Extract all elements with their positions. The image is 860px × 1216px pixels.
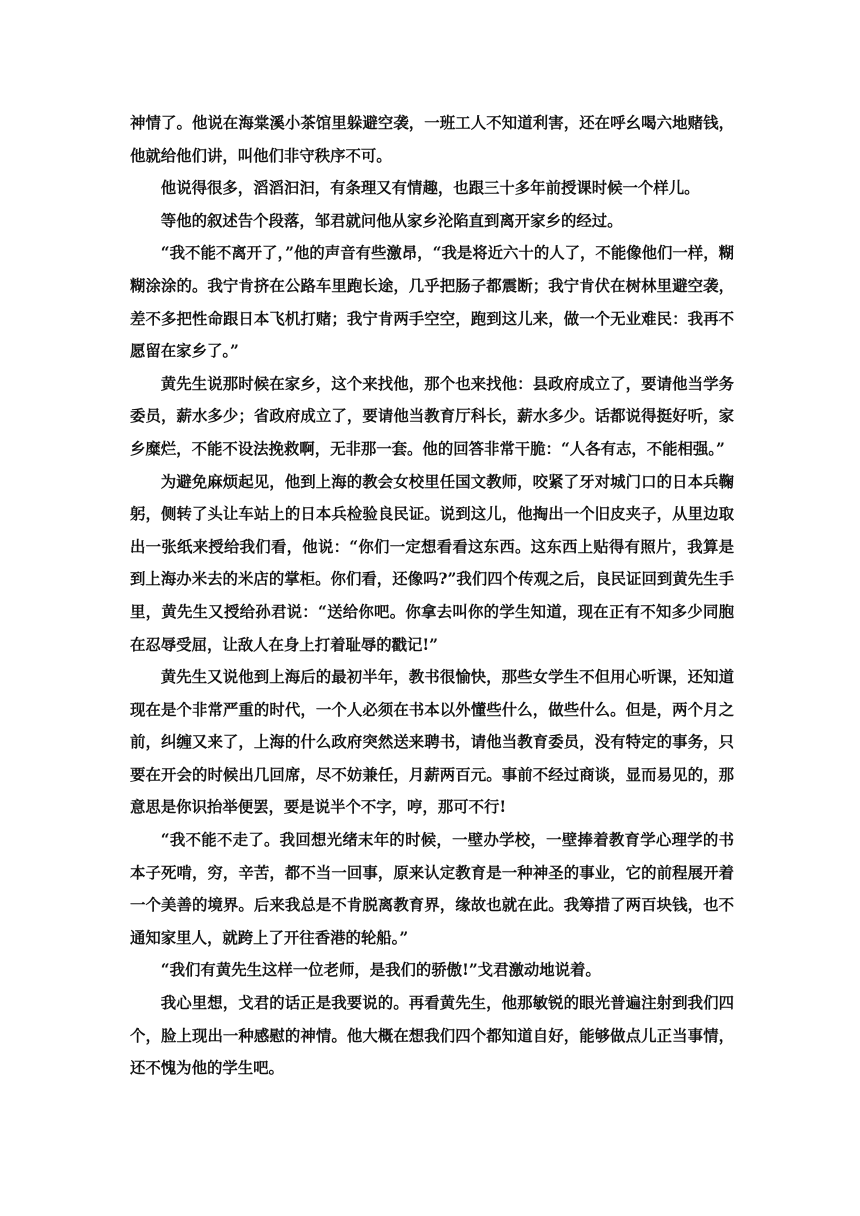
paragraph: 神情了。他说在海棠溪小茶馆里躲避空袭，一班工人不知道利害，还在呼幺喝六地赌钱，他就给他们讲，叫他们非守秩序不可。 [130, 114, 734, 165]
paragraph: “我们有黄先生这样一位老师，是我们的骄傲!”戈君激动地说着。 [160, 961, 601, 980]
paragraph: “我不能不走了。我回想光绪末年的时候，一壁办学校，一壁捧着教育学心理学的书本子死啃，穷，辛苦，都不当一回事，原来认定教育是一种神圣的事业，它的前程展开着一个美善的境界。后来我总是不肯脱离教育界，缘故也就在此。我筹措了两百块钱，也不通知家里人，就跨上了开往香港的轮船。” [130, 831, 734, 947]
paragraph: 等他的叙述告个段落，邹君就问他从家乡沦陷直到离开家乡的经过。 [160, 211, 623, 230]
paragraph: 黄先生又说他到上海后的最初半年，教书很愉快，那些女学生不但用心听课，还知道现在是个非常严重的时代，一个人必须在书本以外懂些什么，做些什么。但是，两个月之前，纠缠又来了，上海的什么政府突然送来聘书，请他当教育委员，没有特定的事务，只要在开会的时候出几回席，尽不妨兼任，月薪两百元。事前不经过商谈，显而易见的，那意思是你识抬举便罢，要是说半个不字，哼，那可不行! [130, 668, 734, 817]
paragraph: 我心里想，戈君的话正是我要说的。再看黄先生，他那敏锐的眼光普遍注射到我们四个，脸上现出一种感慰的神情。他大概在想我们四个都知道自好，能够做点儿正当事情，还不愧为他的学生吧。 [130, 994, 734, 1078]
paragraph: 为避免麻烦起见，他到上海的教会女校里任国文教师，咬紧了牙对城门口的日本兵鞠躬，侧转了头让车站上的日本兵检验良民证。说到这儿，他掏出一个旧皮夹子，从里边取出一张纸来授给我们看，他说：“你们一定想看看这东西。这东西上贴得有照片，我算是到上海办米去的米店的掌柜。你们看，还像吗?”我们四个传观之后，良民证回到黄先生手里，黄先生又授给孙君说：“送给你吧。你拿去叫你的学生知道，现在正有不知多少同胞在忍辱受屈，让敌人在身上打着耻辱的戳记!” [130, 472, 734, 654]
paragraph: “我不能不离开了，”他的声音有些激昂，“我是将近六十的人了，不能像他们一样，糊糊涂涂的。我宁肯挤在公路车里跑长途，几乎把肠子都震断；我宁肯伏在树林里避空袭，差不多把性命跟日本飞机打赌；我宁肯两手空空，跑到这儿来，做一个无业难民：我再不愿留在家乡了。” [130, 244, 734, 361]
article-body [130, 107, 734, 1085]
paragraph: 黄先生说那时候在家乡，这个来找他，那个也来找他：县政府成立了，要请他当学务委员，薪水多少；省政府成立了，要请他当教育厅科长，薪水多少。话都说得挺好听，家乡糜烂，不能不设法挽救啊，无非那一套。他的回答非常干脆：“人各有志，不能相强。” [130, 374, 734, 458]
paragraph: 他说得很多，滔滔汩汩，有条理又有情趣，也跟三十多年前授课时候一个样儿。 [160, 179, 700, 198]
